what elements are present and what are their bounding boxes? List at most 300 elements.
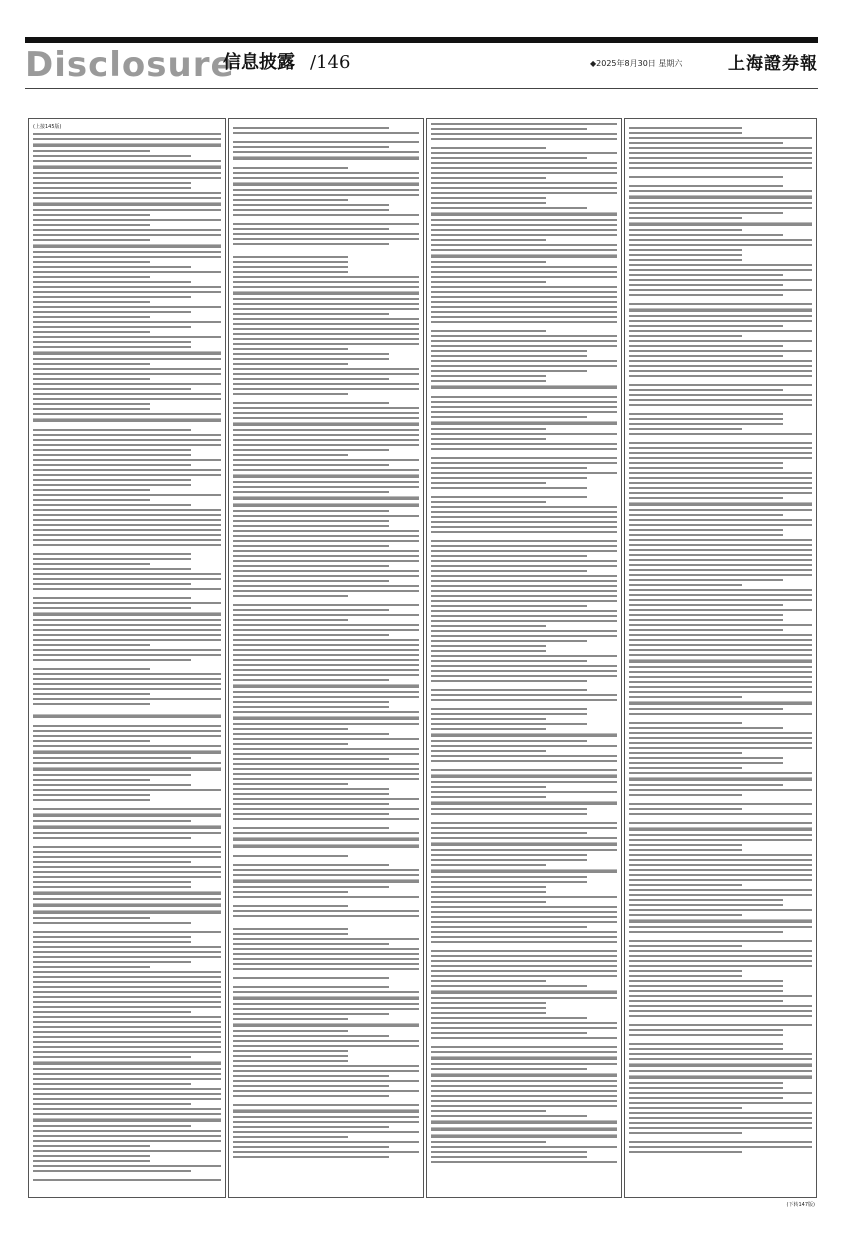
text-line [33, 774, 191, 776]
text-line [233, 429, 419, 431]
text-line [431, 487, 587, 489]
text-line [431, 531, 617, 533]
text-line [629, 854, 812, 856]
text-line [33, 192, 221, 194]
text-line [431, 291, 617, 293]
text-line [629, 737, 812, 739]
text-line [33, 251, 221, 253]
text-line [233, 818, 419, 820]
text-line [629, 564, 812, 566]
text-line [431, 1007, 546, 1009]
text-line [629, 1082, 783, 1084]
text-line [33, 861, 191, 863]
text-line [33, 898, 221, 900]
text-line [431, 311, 617, 313]
table-row-divider [33, 825, 221, 829]
text-line [431, 316, 617, 318]
table-row-divider [33, 612, 221, 616]
text-line [233, 1156, 389, 1158]
text-line [233, 624, 419, 626]
text-line [233, 1121, 419, 1123]
text-line [431, 565, 617, 567]
text-line [33, 784, 191, 786]
text-line [431, 428, 546, 430]
text-line [33, 182, 191, 184]
text-line [629, 399, 812, 401]
text-line [629, 325, 783, 327]
table-row-divider [33, 891, 221, 895]
text-line [233, 629, 419, 631]
text-line [431, 965, 617, 967]
text-line [33, 454, 191, 456]
text-line [431, 306, 617, 308]
text-line [33, 1179, 221, 1181]
table-row-divider [629, 1075, 812, 1079]
text-line [33, 439, 221, 441]
text-line [33, 1026, 221, 1028]
text-line [233, 619, 348, 621]
issue-date: ◆2025年8月30日 星期六 [590, 59, 683, 68]
text-line [431, 555, 587, 557]
text-line [233, 141, 419, 143]
text-line [233, 738, 419, 740]
text-line [431, 760, 617, 762]
text-line [233, 855, 348, 857]
text-line [233, 525, 389, 527]
text-line [431, 980, 546, 982]
text-line [629, 447, 812, 449]
text-line [33, 1093, 221, 1095]
text-line [431, 133, 617, 135]
text-line [431, 411, 617, 413]
text-line [33, 886, 191, 888]
text-line [431, 580, 617, 582]
text-line [431, 335, 617, 337]
text-line [33, 1051, 221, 1053]
text-line [233, 412, 419, 414]
text-line [233, 783, 348, 785]
text-line [233, 1008, 419, 1010]
text-line [629, 423, 783, 425]
text-line [233, 1065, 419, 1067]
text-line [233, 654, 419, 656]
text-line [629, 654, 812, 656]
text-line [233, 793, 389, 795]
text-line [629, 950, 812, 952]
text-line [431, 585, 617, 587]
text-line [629, 190, 812, 192]
table-row-divider [233, 844, 419, 848]
text-line [33, 794, 150, 796]
text-line [33, 1046, 221, 1048]
text-line [233, 388, 419, 390]
text-line [431, 123, 617, 125]
table-row-divider [33, 767, 221, 771]
text-line [233, 358, 389, 360]
text-line [233, 353, 389, 355]
text-line [431, 234, 617, 236]
text-line [233, 565, 389, 567]
table-row-divider [233, 1109, 419, 1113]
text-line [629, 185, 783, 187]
text-line [33, 306, 221, 308]
text-line [431, 876, 587, 878]
text-line [431, 516, 617, 518]
text-line [33, 837, 191, 839]
text-line [431, 526, 617, 528]
text-line [431, 401, 617, 403]
text-line [629, 822, 812, 824]
table-row-divider [33, 244, 221, 248]
text-line [233, 733, 389, 735]
text-line [233, 318, 419, 320]
text-line [431, 550, 617, 552]
text-line [33, 373, 221, 375]
newspaper-title: 上海證券報 [728, 54, 818, 74]
text-line [33, 336, 221, 338]
masthead-brand: Disclosure [25, 45, 235, 85]
text-line [431, 713, 587, 715]
text-line [233, 132, 419, 134]
text-line [233, 459, 419, 461]
text-line [431, 625, 546, 627]
text-line [431, 635, 617, 637]
text-line [33, 1140, 221, 1142]
text-line [431, 645, 546, 647]
text-line [233, 649, 419, 651]
text-line [629, 152, 812, 154]
text-line [629, 137, 812, 139]
text-line [431, 1063, 617, 1065]
text-line [431, 467, 587, 469]
text-line [233, 550, 419, 552]
text-line [629, 926, 812, 928]
text-line [33, 160, 221, 162]
text-line [233, 1018, 348, 1020]
table-row-divider [629, 222, 812, 226]
text-line [233, 943, 389, 945]
text-line [33, 649, 221, 651]
text-line [33, 1041, 221, 1043]
table-row-divider [629, 701, 812, 705]
text-line [629, 345, 783, 347]
text-line [33, 693, 150, 695]
text-line [431, 881, 587, 883]
text-line [629, 142, 783, 144]
text-line [33, 668, 150, 670]
text-line [431, 615, 617, 617]
text-line [629, 274, 783, 276]
masthead [25, 45, 818, 85]
text-line [629, 1010, 812, 1012]
text-line [629, 614, 783, 616]
text-line [233, 639, 419, 641]
text-line [33, 434, 221, 436]
text-line [629, 1015, 812, 1017]
text-line [33, 976, 221, 978]
text-line [233, 1045, 419, 1047]
paragraph-gap [33, 708, 221, 712]
text-line [233, 758, 389, 760]
table-row-divider [33, 813, 221, 817]
text-line [431, 472, 617, 474]
text-line [629, 418, 783, 420]
text-line [629, 931, 783, 933]
text-line [33, 578, 221, 580]
text-line [233, 444, 419, 446]
text-line [33, 524, 221, 526]
text-column-3 [426, 118, 622, 1198]
text-line [431, 197, 546, 199]
text-line [33, 583, 191, 585]
text-line [233, 407, 419, 409]
table-row-divider [233, 684, 419, 688]
text-line [431, 138, 617, 140]
text-line [33, 234, 221, 236]
text-line [629, 167, 812, 169]
text-line [629, 315, 812, 317]
text-line [431, 187, 617, 189]
table-row-divider [431, 774, 617, 778]
masthead-top-rule [25, 37, 818, 43]
text-line [431, 680, 587, 682]
text-line [33, 291, 221, 293]
text-line [233, 1050, 348, 1052]
text-line [629, 433, 812, 435]
text-line [629, 384, 812, 386]
text-line [33, 281, 191, 283]
table-row-divider [233, 474, 419, 478]
text-line [33, 368, 221, 370]
text-line [33, 469, 221, 471]
table-row-divider [431, 842, 617, 846]
text-line [629, 609, 812, 611]
text-line [233, 604, 419, 606]
text-line [233, 481, 419, 483]
text-line [431, 1110, 546, 1112]
text-line [431, 457, 617, 459]
table-row-divider [33, 1118, 221, 1122]
text-line [431, 496, 587, 498]
table-row-divider [233, 182, 419, 186]
text-line [33, 996, 221, 998]
text-line [431, 462, 617, 464]
text-line [233, 674, 419, 676]
text-line [629, 808, 742, 810]
text-line [629, 289, 812, 291]
text-line [431, 708, 587, 710]
text-line [629, 864, 812, 866]
text-line [629, 574, 812, 576]
text-line [629, 428, 742, 430]
text-line [233, 308, 419, 310]
table-row-divider [233, 1023, 419, 1027]
text-line [33, 941, 191, 943]
text-line [33, 553, 191, 555]
text-line [431, 433, 617, 435]
text-line [629, 554, 812, 556]
text-line [233, 243, 389, 245]
text-line [233, 1013, 389, 1015]
text-line [33, 514, 221, 516]
text-line [629, 1000, 783, 1002]
text-line [33, 820, 191, 822]
text-line [629, 970, 742, 972]
text-line [233, 808, 419, 810]
text-line [33, 654, 221, 656]
text-line [629, 794, 742, 796]
text-line [233, 177, 419, 179]
text-line [431, 229, 617, 231]
text-line [33, 762, 221, 764]
text-line [629, 879, 812, 881]
text-line [33, 745, 221, 747]
text-line [629, 849, 742, 851]
text-line [33, 271, 221, 273]
text-line [629, 1005, 812, 1007]
text-line [233, 1131, 419, 1133]
text-line [233, 743, 348, 745]
text-line [629, 472, 812, 474]
text-line [629, 884, 742, 886]
text-line [233, 491, 389, 493]
text-line [431, 822, 617, 824]
text-line [33, 413, 221, 415]
text-line [431, 827, 617, 829]
text-line [431, 207, 587, 209]
text-line [233, 644, 419, 646]
text-line [33, 150, 150, 152]
text-line [33, 403, 150, 405]
text-line [233, 276, 419, 278]
text-line [431, 1105, 617, 1107]
text-line [233, 313, 389, 315]
text-line [33, 383, 221, 385]
text-line [431, 443, 617, 445]
text-line [431, 396, 617, 398]
text-line [33, 639, 221, 641]
text-line [629, 789, 812, 791]
text-line [33, 1001, 221, 1003]
text-line [431, 906, 617, 908]
text-line [431, 620, 617, 622]
text-line [431, 477, 587, 479]
text-line [431, 960, 617, 962]
text-line [233, 788, 389, 790]
text-line [629, 639, 812, 641]
text-line [33, 832, 221, 834]
text-line [233, 634, 389, 636]
text-line [233, 1104, 419, 1106]
text-line [629, 529, 783, 531]
text-line [33, 1068, 221, 1070]
text-line [33, 644, 150, 646]
text-line [233, 261, 348, 263]
text-line [233, 963, 419, 965]
table-row-divider [431, 1056, 617, 1060]
text-line [233, 968, 419, 970]
text-line [431, 1115, 587, 1117]
text-line [431, 249, 617, 251]
text-line [431, 997, 617, 999]
text-line [431, 699, 617, 701]
text-line [33, 966, 150, 968]
text-line [233, 378, 389, 380]
text-line [33, 286, 221, 288]
text-line [629, 509, 812, 511]
text-line [33, 573, 221, 575]
text-line [33, 634, 221, 636]
text-line [233, 575, 419, 577]
table-row-divider [33, 903, 221, 907]
text-line [431, 224, 617, 226]
text-line [629, 1127, 812, 1129]
text-line [629, 157, 812, 159]
text-line [431, 1068, 587, 1070]
text-line [629, 904, 783, 906]
text-line [33, 1155, 150, 1157]
text-line [431, 718, 546, 720]
text-line [233, 228, 389, 230]
text-line [629, 259, 742, 261]
text-line [33, 881, 191, 883]
text-line [431, 177, 546, 179]
text-line [233, 520, 389, 522]
text-line [233, 434, 419, 436]
text-line [431, 350, 587, 352]
text-line [233, 266, 348, 268]
table-row-divider [629, 777, 812, 781]
text-line [233, 172, 419, 174]
text-line [431, 1027, 617, 1029]
text-line [33, 1103, 191, 1105]
text-line [33, 1083, 191, 1085]
text-line [233, 958, 419, 960]
text-line [629, 940, 812, 942]
text-line [629, 1132, 742, 1134]
text-line [629, 249, 742, 251]
text-line [233, 368, 419, 370]
text-line [233, 711, 419, 713]
table-row-divider [431, 1073, 617, 1077]
text-line [431, 219, 617, 221]
text-line [233, 813, 389, 815]
text-line [431, 1146, 617, 1148]
text-line [629, 539, 812, 541]
table-row-divider [233, 837, 419, 841]
text-line [629, 394, 812, 396]
text-line [431, 832, 587, 834]
text-line [629, 803, 812, 805]
text-line [431, 511, 617, 513]
text-line [431, 896, 617, 898]
text-line [33, 629, 221, 631]
text-line [629, 955, 812, 957]
text-line [431, 941, 617, 943]
text-line [33, 429, 191, 431]
text-line [431, 157, 587, 159]
text-line [431, 955, 617, 957]
text-line [629, 365, 812, 367]
text-line [33, 871, 221, 873]
text-line [33, 725, 221, 727]
text-line [431, 630, 617, 632]
text-line [33, 1088, 221, 1090]
text-line [33, 459, 221, 461]
text-line [33, 789, 221, 791]
text-line [33, 534, 221, 536]
text-line [233, 609, 389, 611]
